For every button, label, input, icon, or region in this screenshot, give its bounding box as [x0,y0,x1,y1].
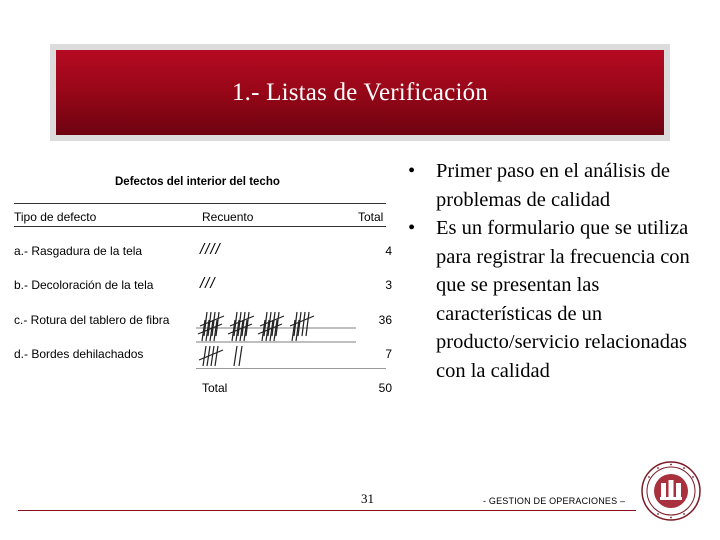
footer-text: - GESTION DE OPERACIONES – [483,496,626,506]
page-number: 31 [361,491,374,506]
header-type: Tipo de defecto [14,210,97,224]
row-a-tally: //// [200,241,221,258]
row-b-type: b.- Decoloración de la tela [14,278,154,292]
tally-marks-c-d [196,308,366,368]
checklist-top-rule [14,203,386,204]
row-d-total: 7 [385,347,392,361]
bullet-dot-icon: • [408,160,416,182]
bullet-text: Es un formulario que se utiliza para registrar la frecuencia con que se presentan las características de un producto/servicio relacionadas con la calidad [436,217,690,382]
total-value: 50 [378,381,392,395]
row-a-type: a.- Rasgadura de la tela [14,244,143,258]
university-seal-icon [641,461,701,521]
title-banner [56,50,664,135]
slide-title: 1.- Listas de Verificación [231,78,489,106]
checklist-title: Defectos del interior del techo [115,176,280,188]
footer-rule [18,510,636,511]
total-label: Total [202,381,228,395]
bullet-text: Primer paso en el análisis de problemas de calidad [436,160,670,211]
header-total: Total [358,210,384,224]
bullet-item [408,214,713,385]
row-b-tally: /// [200,275,216,292]
bullet-item [408,157,713,214]
bullet-list [408,157,713,385]
row-c-total: 36 [378,313,392,327]
row-a-total: 4 [385,244,392,258]
header-count: Recuento [202,210,254,224]
checklist-figure [10,168,390,408]
row-d-type: d.- Bordes dehilachados [14,347,144,361]
bullet-dot-icon: • [408,217,416,239]
row-c-type: c.- Rotura del tablero de fibra [14,313,170,327]
checklist-header-rule [14,226,386,227]
total-rule [196,368,386,369]
row-b-total: 3 [385,278,392,292]
